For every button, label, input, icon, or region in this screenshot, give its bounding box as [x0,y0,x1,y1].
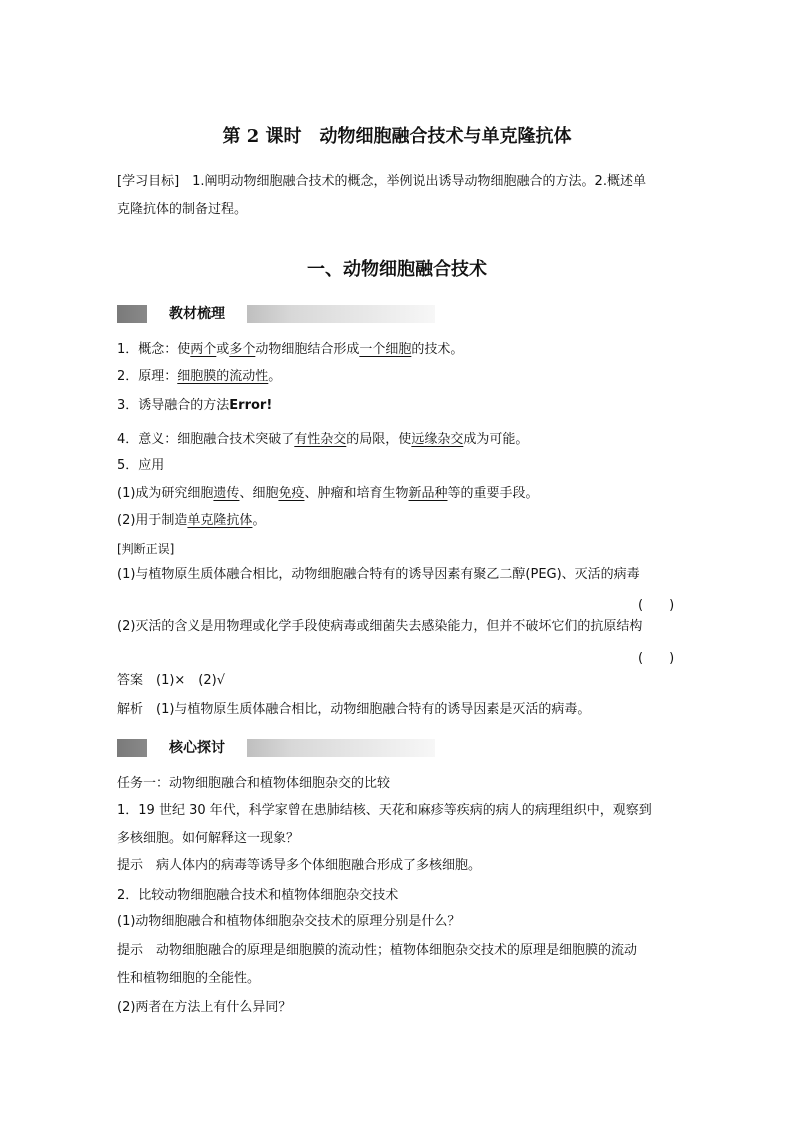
section-bar-label: 教材梳理 [147,305,247,323]
section-bar-textbook [117,305,435,323]
section-bar-label: 核心探讨 [147,739,247,757]
section-bar-core [117,739,435,757]
item-application: 5．应用 [117,458,165,473]
item-principle: 2．原理：细胞膜的流动性。 [117,369,282,384]
question-2-2: (2)两者在方法上有什么异同？ [117,1000,292,1015]
item-application-2: (2)用于制造单克隆抗体。 [117,513,266,528]
section-title: 一、动物细胞融合技术 [307,259,487,280]
task-one-heading: 任务一：动物细胞融合和植物体细胞杂交的比较 [117,776,391,791]
answer-blank-1: ( ) [638,598,675,613]
item-significance: 4．意义：细胞融合技术突破了有性杂交的局限，使远缘杂交成为可能。 [117,432,529,447]
hint-2-line-1: 提示 动物细胞融合的原理是细胞膜的流动性；植物体细胞杂交技术的原理是细胞膜的流动 [117,943,638,958]
question-2: 2．比较动物细胞融合技术和植物体细胞杂交技术 [117,888,399,903]
judge-question-1: (1)与植物原生质体融合相比，动物细胞融合特有的诱导因素有聚乙二醇(PEG)、灭活的病毒 [117,567,640,582]
hint-2-line-2: 性和植物细胞的全能性。 [117,971,261,986]
judge-header: [判断正误] [117,542,175,556]
analysis-line: 解析 (1)与植物原生质体融合相比，动物细胞融合特有的诱导因素是灭活的病毒。 [117,702,591,717]
answer-line: 答案 (1)× (2)√ [117,673,226,688]
answer-blank-2: ( ) [638,651,675,666]
hint-1: 提示 病人体内的病毒等诱导多个体细胞融合形成了多核细胞。 [117,858,482,873]
judge-question-2: (2)灭活的含义是用物理或化学手段使病毒或细菌失去感染能力，但并不破坏它们的抗原结构 [117,619,643,634]
question-2-1: (1)动物细胞融合和植物体细胞杂交技术的原理分别是什么？ [117,914,461,929]
question-1-line-1: 1．19 世纪 30 年代，科学家曾在患肺结核、天花和麻疹等疾病的病人的病理组织中，观察到 [117,803,652,818]
learning-objectives-line-1: [学习目标] 1.阐明动物细胞融合技术的概念，举例说出诱导动物细胞融合的方法。2.概述单 [117,174,646,189]
item-induction-methods: 3．诱导融合的方法Error! [117,398,273,413]
item-application-1: (1)成为研究细胞遗传、细胞免疫、肿瘤和培育生物新品种等的重要手段。 [117,486,539,501]
learning-objectives-line-2: 克隆抗体的制备过程。 [117,202,248,217]
lesson-title: 第 2 课时 动物细胞融合技术与单克隆抗体 [222,126,572,147]
item-concept: 1．概念：使两个或多个动物细胞结合形成一个细胞的技术。 [117,342,464,357]
question-1-line-2: 多核细胞。如何解释这一现象？ [117,831,300,846]
